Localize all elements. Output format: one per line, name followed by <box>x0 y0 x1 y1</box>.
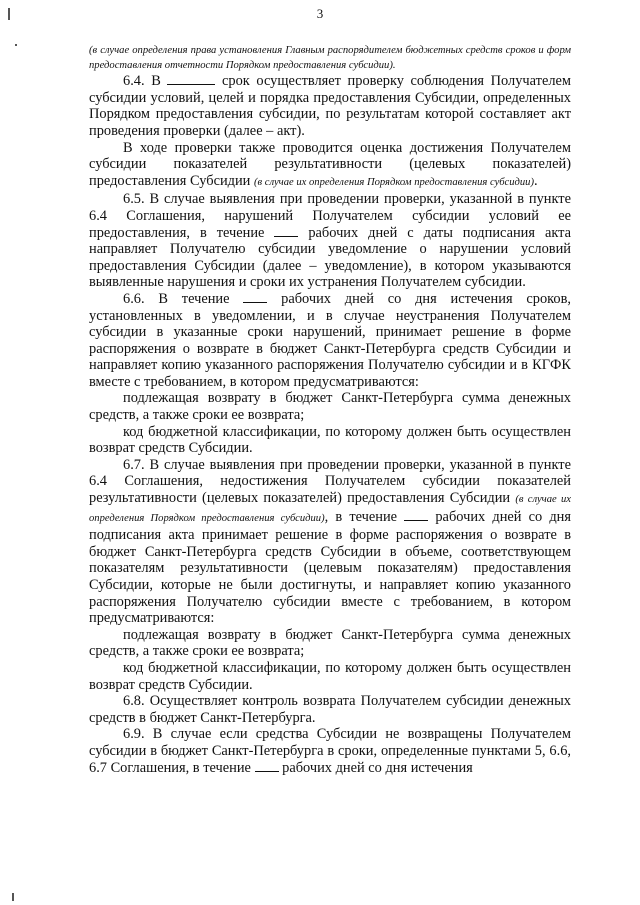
scan-mark <box>12 893 14 901</box>
blank-field <box>404 509 428 521</box>
scan-mark <box>15 44 17 46</box>
clause-6-8: 6.8. Осуществляет контроль возврата Получателем субсидии денежных средств в бюджет Санкт-Петербурга. <box>89 693 571 726</box>
page-number: 3 <box>316 6 324 21</box>
clause-6-7: 6.7. В случае выявления при проведении проверки, указанной в пункте 6.4 Соглашения, недостижения Получателем субсидии показателей результативности (целевых показателей) предоставления Субсидии (в случае их определения Порядком предоставления субсидии), в течение рабочих дней со дня подписания акта принимает решение в форме распоряжения о возврате в бюджет Санкт-Петербурга средств Субсидии в объеме, соответствующем показателям результативности (целевым показателям) предоставления Субсидии, которые не были достигнуты, и направляет копию указанного распоряжения Получателю субсидии вместе с требованием, в котором предусматриваются: <box>89 456 572 627</box>
blank-field <box>274 225 298 237</box>
note-reporting-terms: (в случае определения права установления Главным распорядителем бюджетных средств сроков и форм предоставления отчетности Порядком предоставления субсидии). <box>89 45 571 71</box>
clause-check-assessment: В ходе проверки также проводится оценка достижения Получателем субсидии показателей результативности (целевых показателей) предоставления Субсидии (в случае их определения Порядком предоставления субсидии). <box>89 139 571 189</box>
clause-6-6-amount: подлежащая возврату в бюджет Санкт-Петербурга сумма денежных средств, а также сроки ее возврата; <box>89 390 571 424</box>
blank-field <box>167 73 215 85</box>
blank-field <box>255 760 279 772</box>
blank-field <box>243 291 267 303</box>
scan-mark <box>8 8 10 20</box>
clause-6-6: 6.6. В течение рабочих дней со дня истечения сроков, установленных в уведомлении, и в случае неустранения Получателем субсидии в указанные сроки нарушений, принимает решение в форме распоряжения о возврате в бюджет Санкт-Петербурга средств Субсидии и направляет копию указанного распоряжения Получателю субсидии и в КГФК вместе с требованием, в котором предусматриваются: <box>89 290 571 390</box>
clause-6-9: 6.9. В случае если средства Субсидии не возвращены Получателем субсидии в бюджет Санкт-Петербурга в сроки, определенные пунктами 5, 6.6, 6.7 Соглашения, в течение рабочих дней со дня истечения <box>89 726 571 776</box>
clause-6-5: 6.5. В случае выявления при проведении проверки, указанной в пункте 6.4 Соглашения, нарушений Получателем субсидии условий ее предоставления, в течение рабочих дней с даты подписания акта направляет Получателю субсидии уведомление о нарушении условий предоставления Субсидии (далее – уведомление), в котором указываются выявленные нарушения и сроки их устранения Получателем субсидии. <box>89 191 571 291</box>
clause-6-7-code: код бюджетной классификации, по которому должен быть осуществлен возврат средств Субсидии. <box>89 659 571 693</box>
document-body <box>89 44 571 776</box>
clause-6-4: 6.4. В срок осуществляет проверку соблюдения Получателем субсидии условий, целей и порядка предоставления Субсидии, определенных Порядком предоставления субсидии, по результатам которой составляет акт проведения проверки (далее – акт). <box>89 73 572 139</box>
clause-6-7-amount: подлежащая возврату в бюджет Санкт-Петербурга сумма денежных средств, а также сроки ее возврата; <box>89 626 571 660</box>
clause-6-6-code: код бюджетной классификации, по которому должен быть осуществлен возврат средств Субсидии. <box>89 423 571 457</box>
